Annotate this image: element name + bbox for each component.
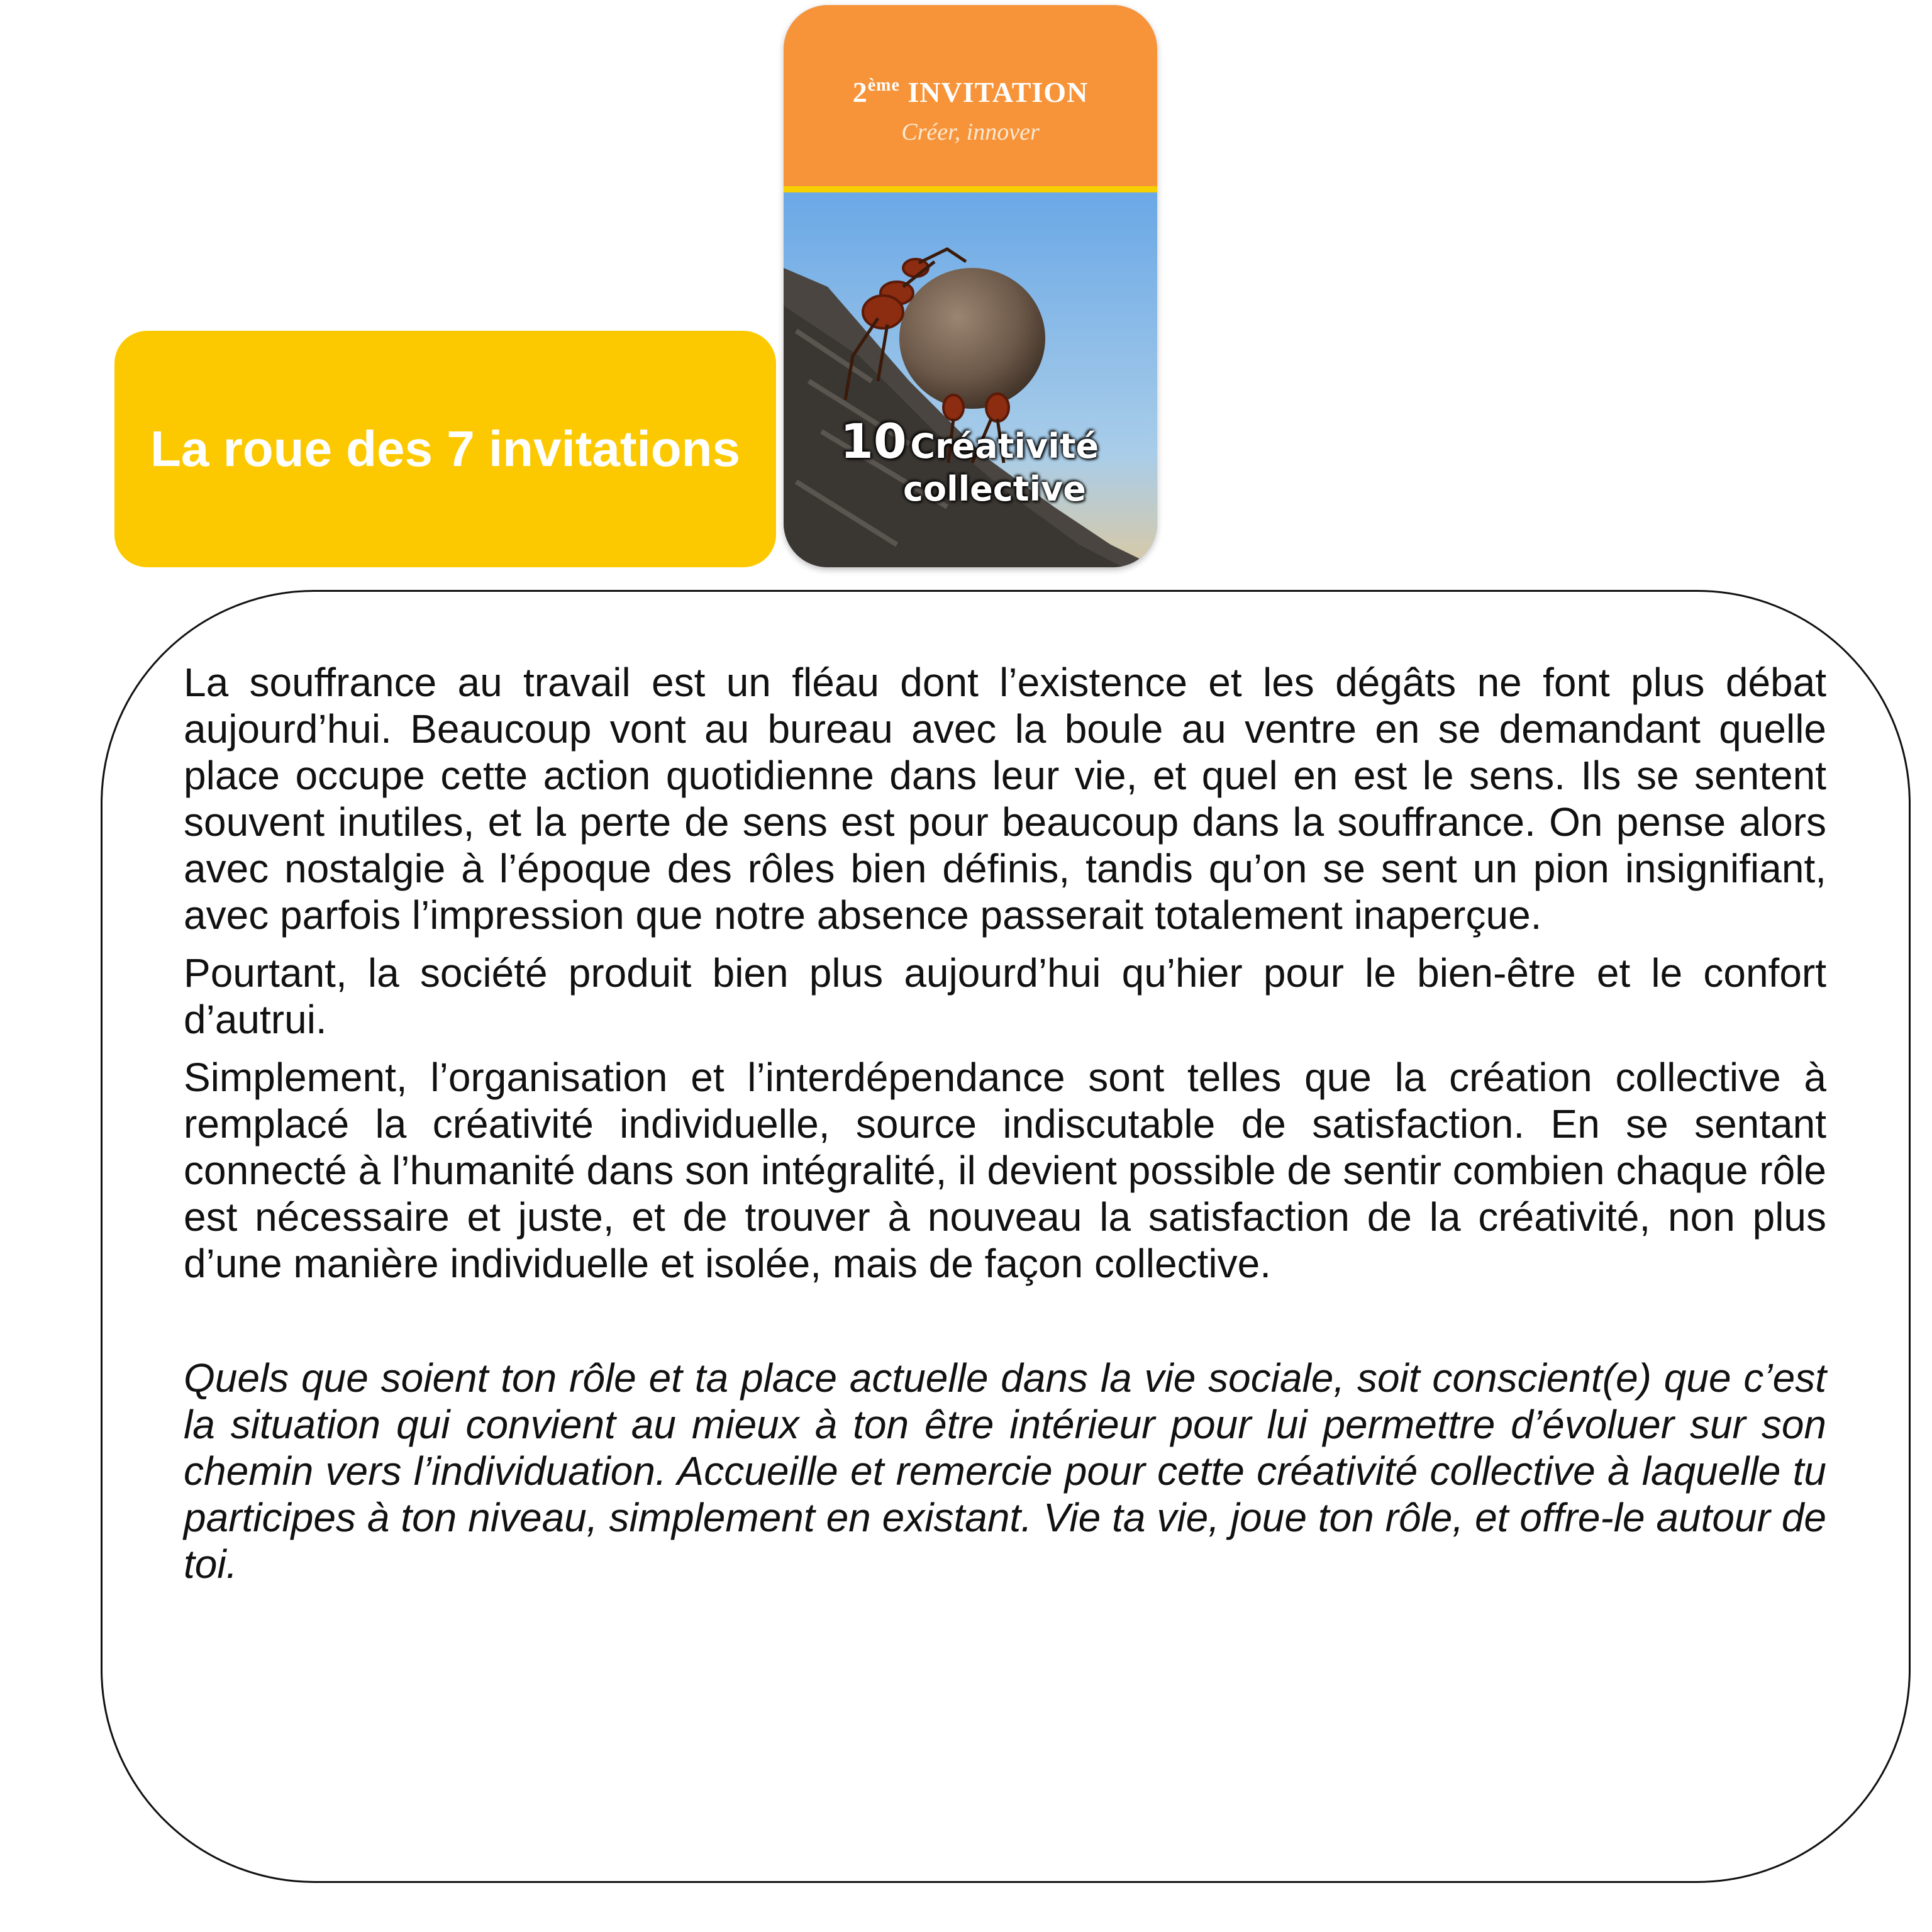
card-subtitle: Créer, innover [901, 119, 1040, 145]
card-invitation-heading: 2ème INVITATION [852, 75, 1089, 108]
card-number: 10 [840, 413, 907, 469]
page-title: La roue des 7 invitations [150, 421, 740, 477]
paragraph: La souffrance au travail est un fléau dont l’existence et les dégâts ne font plus débat aujourd’hui. Beaucoup vont au bureau avec la boule au ventre en se demandant quelle place occupe cette action quotidienne dans leur vie, et quel en est le sens. Ils se sentent souvent inutiles, et la perte de sens est pour beaucoup dans la souffrance. On pense alors avec nostalgie à l’époque des rôles bien définis, tandis qu’on se sent un pion insignifiant, avec parfois l’impression que notre absence passerait totalement inaperçue. [184, 660, 1826, 938]
card-label [840, 415, 1099, 508]
paragraph: Simplement, l’organisation et l’interdépendance sont telles que la création collective à remplacé la créativité individuelle, source indiscutable de satisfaction. En se sentant connecté à l’humanité dans son intégralité, il devient possible de sentir combien chaque rôle est nécessaire et juste, et de trouver à nouveau la satisfaction de la créativité, non plus d’une manière individuelle et isolée, mais de façon collective. [184, 1055, 1826, 1286]
ants-pushing-ball-image [784, 192, 1157, 567]
italic-paragraph: Quels que soient ton rôle et ta place actuelle dans la vie sociale, soit conscient(e) que c’est la situation qui convient au mieux à ton être intérieur pour lui permettre d’évoluer sur son chemin vers l’individuation. Accueille et remercie pour cette créativité collective à laquelle tu participes à ton niveau, simplement en existant. Vie ta vie, joue ton rôle, et offre-le autour de toi. [184, 1355, 1826, 1587]
paragraph: Pourtant, la société produit bien plus aujourd’hui qu’hier pour le bien-être et le confort d’autrui. [184, 950, 1826, 1042]
text-panel-content [184, 659, 1826, 1599]
card-header [784, 5, 1157, 186]
card-divider [784, 186, 1157, 192]
invitation-card [784, 5, 1157, 567]
card-title-line2: collective [903, 469, 1086, 509]
card-title-line1: Créativité [910, 426, 1099, 466]
title-box [114, 331, 776, 567]
